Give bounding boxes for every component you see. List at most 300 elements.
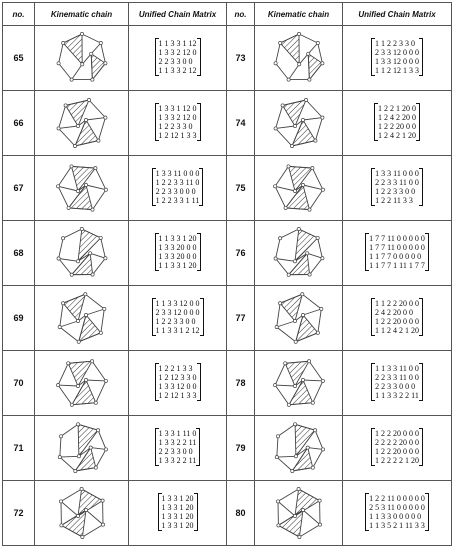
inner-link <box>71 64 82 79</box>
joint <box>70 403 73 406</box>
inner-link <box>91 43 101 54</box>
matrix-row: 1 1 7 7 1 11 1 7 7 <box>369 260 425 270</box>
header-chain-left: Kinematic chain <box>35 3 129 26</box>
matrix-row: 1 3 3 20 0 0 <box>158 242 197 252</box>
joint <box>293 124 296 127</box>
matrix-row: 2 2 3 3 11 0 0 <box>375 372 419 382</box>
inner-link <box>59 456 78 457</box>
ternary-link <box>280 34 299 64</box>
chain-cell <box>35 91 129 156</box>
joint <box>91 273 94 276</box>
joint <box>76 514 79 517</box>
matrix-row: 1 2 2 1 3 3 <box>158 363 193 373</box>
matrix-cell <box>343 26 452 91</box>
header-no-right: no. <box>227 3 255 26</box>
chain-number: 66 <box>3 91 35 156</box>
joint <box>61 41 64 44</box>
matrix-cell <box>129 91 227 156</box>
joint <box>84 378 87 381</box>
inner-link <box>58 186 78 191</box>
joint <box>301 118 304 121</box>
joint <box>73 469 76 472</box>
matrix-row: 1 3 3 12 0 0 0 <box>375 56 419 66</box>
kinematic-chain-diagram <box>269 419 329 477</box>
ternary-link <box>78 315 100 342</box>
header-chain-right: Kinematic chain <box>255 3 343 26</box>
unified-chain-matrix <box>158 494 198 530</box>
joint <box>300 293 303 296</box>
joint <box>80 487 83 490</box>
joint <box>59 435 62 438</box>
joint <box>89 52 92 55</box>
matrix-cell <box>129 416 227 481</box>
joint <box>101 499 104 502</box>
matrix-row: 2 2 2 2 20 0 0 <box>375 437 419 447</box>
inner-link <box>58 126 77 128</box>
inner-link <box>61 501 78 516</box>
joint <box>319 307 322 310</box>
matrix-row: 1 1 2 2 20 0 0 <box>375 298 419 308</box>
ternary-link <box>288 380 312 405</box>
matrix-row: 1 1 3 3 1 20 <box>158 260 197 270</box>
kinematic-chain-diagram <box>52 29 112 87</box>
table-row <box>3 26 452 91</box>
joint <box>80 227 83 230</box>
joint <box>276 524 279 527</box>
matrix-row: 1 3 3 12 0 0 <box>158 381 197 391</box>
joint <box>278 237 281 240</box>
chain-cell <box>255 416 343 481</box>
matrix-row: 1 2 12 1 3 3 <box>158 390 197 400</box>
joint <box>313 139 316 142</box>
inner-link <box>303 118 322 120</box>
inner-link <box>59 321 77 327</box>
ternary-link <box>285 361 309 386</box>
kinematic-chain-diagram <box>269 224 329 282</box>
joint <box>73 144 76 147</box>
joint <box>321 379 324 382</box>
joint <box>276 435 279 438</box>
kinematic-chain-diagram <box>269 159 329 217</box>
chain-number: 78 <box>227 351 255 416</box>
joint <box>77 455 80 458</box>
table-row <box>3 221 452 286</box>
joint <box>297 487 300 490</box>
joint <box>320 62 323 65</box>
chain-cell <box>35 351 129 416</box>
ternary-link <box>295 489 320 516</box>
joint <box>84 313 87 316</box>
joint <box>70 78 73 81</box>
matrix-row: 1 3 3 11 0 0 0 <box>155 168 200 178</box>
joint <box>318 523 321 526</box>
joint <box>307 78 310 81</box>
matrix-row: 1 2 2 20 0 0 0 <box>375 316 419 326</box>
unified-chain-matrix <box>155 104 201 140</box>
matrix-row: 1 3 3 2 12 0 <box>158 112 197 122</box>
table-row <box>3 156 452 221</box>
joint <box>70 273 73 276</box>
table-row <box>3 481 452 546</box>
joint <box>59 500 62 503</box>
kinematic-chain-diagram <box>52 354 112 412</box>
joint <box>320 257 323 260</box>
matrix-row: 1 3 3 1 12 0 <box>158 103 197 113</box>
joint <box>278 302 281 305</box>
matrix-row: 1 3 3 2 2 11 <box>158 455 197 465</box>
matrix-row: 1 2 2 3 3 0 0 <box>155 316 196 326</box>
chain-number: 65 <box>3 26 35 91</box>
joint <box>61 237 64 240</box>
matrix-cell <box>129 26 227 91</box>
kinematic-chain-diagram <box>52 224 112 282</box>
joint <box>76 124 79 127</box>
matrix-row: 1 3 3 1 20 <box>161 502 194 512</box>
matrix-cell <box>343 416 452 481</box>
matrix-row: 1 1 3 5 2 1 11 3 3 <box>369 520 425 530</box>
joint <box>301 183 304 186</box>
joint <box>103 116 106 119</box>
joint <box>316 41 319 44</box>
joint <box>76 423 79 426</box>
joint <box>284 206 287 209</box>
ternary-link <box>280 294 302 321</box>
matrix-row: 1 3 3 11 0 0 0 <box>375 168 419 178</box>
joint <box>311 466 314 469</box>
inner-link <box>275 385 295 386</box>
inner-link <box>303 309 321 315</box>
matrix-row: 2 4 2 20 0 0 <box>375 307 413 317</box>
chain-cell <box>35 416 129 481</box>
joint <box>76 189 79 192</box>
matrix-row: 1 3 3 1 20 <box>161 511 194 521</box>
inner-link <box>275 126 294 128</box>
inner-link <box>86 185 106 190</box>
joint <box>99 331 102 334</box>
matrix-row: 1 3 3 1 11 0 <box>158 428 197 438</box>
unified-chain-matrix <box>152 169 204 205</box>
joint <box>293 514 296 517</box>
matrix-row: 1 3 3 1 20 <box>161 520 194 530</box>
matrix-row: 1 1 2 4 2 1 20 <box>375 325 419 335</box>
joint <box>313 429 316 432</box>
unified-chain-matrix <box>365 494 429 530</box>
unified-chain-matrix <box>155 234 201 270</box>
joint <box>80 63 83 66</box>
joint <box>99 41 102 44</box>
kinematic-chain-diagram <box>269 354 329 412</box>
matrix-row: 1 1 3 3 12 0 0 <box>155 298 200 308</box>
joint <box>290 469 293 472</box>
joint <box>87 98 90 101</box>
chain-number: 77 <box>227 286 255 351</box>
matrix-row: 2 2 3 3 0 0 <box>158 446 193 456</box>
matrix-row: 1 2 2 3 3 0 0 <box>375 186 416 196</box>
matrix-row: 2 5 3 11 0 0 0 0 0 <box>369 502 425 512</box>
joint <box>103 257 106 260</box>
matrix-row: 1 3 3 2 2 11 <box>158 437 197 447</box>
matrix-cell <box>129 481 227 546</box>
matrix-cell <box>343 351 452 416</box>
matrix-row: 1 2 2 20 0 0 0 <box>375 428 419 438</box>
joint <box>287 403 290 406</box>
joint <box>56 384 59 387</box>
table-row <box>3 286 452 351</box>
ternary-link <box>278 510 303 537</box>
joint <box>306 52 309 55</box>
inner-link <box>275 259 294 262</box>
joint <box>275 325 278 328</box>
matrix-cell <box>129 351 227 416</box>
matrix-row: 1 3 3 1 20 <box>161 493 194 503</box>
joint <box>307 360 310 363</box>
header-row <box>3 3 452 26</box>
matrix-row: 1 2 2 2 2 1 20 <box>375 455 419 465</box>
ternary-link <box>71 380 95 405</box>
matrix-row: 1 1 2 2 3 3 0 <box>375 38 415 48</box>
kinematic-chain-diagram <box>52 289 112 347</box>
matrix-row: 1 2 12 1 3 3 <box>158 130 197 140</box>
joint <box>90 360 93 363</box>
joint <box>104 448 107 451</box>
matrix-row: 1 1 3 3 2 2 11 <box>375 390 419 400</box>
joint <box>59 524 62 527</box>
unified-chain-matrix <box>152 299 204 335</box>
inner-link <box>58 385 78 386</box>
chain-cell <box>255 286 343 351</box>
matrix-row: 1 7 7 11 0 0 0 0 0 <box>369 242 425 252</box>
chain-number: 75 <box>227 156 255 221</box>
matrix-row: 1 1 2 12 1 3 3 <box>375 65 419 75</box>
joint <box>290 144 293 147</box>
matrix-row: 1 1 3 3 1 2 12 <box>155 325 200 335</box>
inner-link <box>90 448 105 450</box>
joint <box>294 455 297 458</box>
ternary-link <box>91 54 105 80</box>
joint <box>57 127 60 130</box>
joint <box>94 466 97 469</box>
matrix-row: 1 2 2 20 0 0 0 <box>375 446 419 456</box>
matrix-row: 1 1 7 7 0 0 0 0 0 <box>369 251 422 261</box>
unified-chain-matrix <box>155 364 201 400</box>
chain-cell <box>35 481 129 546</box>
inner-link <box>82 54 91 65</box>
joint <box>96 139 99 142</box>
chain-cell <box>255 221 343 286</box>
joint <box>61 302 64 305</box>
joint <box>310 167 313 170</box>
joint <box>276 500 279 503</box>
matrix-row: 2 2 3 3 0 0 0 <box>155 186 196 196</box>
joint <box>76 319 79 322</box>
chain-number: 79 <box>227 416 255 481</box>
joint <box>301 378 304 381</box>
joint <box>103 62 106 65</box>
joint <box>84 183 87 186</box>
matrix-row: 1 2 2 20 0 0 <box>378 121 416 131</box>
matrix-cell <box>343 481 452 546</box>
matrix-row: 1 2 4 2 20 0 <box>378 112 416 122</box>
joint <box>57 62 60 65</box>
joint <box>104 188 107 191</box>
joint <box>318 499 321 502</box>
ternary-link <box>61 510 86 537</box>
inner-link <box>278 501 295 516</box>
chain-number: 70 <box>3 351 35 416</box>
matrix-row: 1 3 3 2 12 0 <box>158 47 197 57</box>
unified-chain-matrix <box>155 429 201 465</box>
matrix-row: 1 2 2 3 3 1 11 <box>155 195 200 205</box>
inner-link <box>307 253 322 258</box>
unified-chain-matrix <box>155 39 201 75</box>
chain-table <box>2 2 452 546</box>
joint <box>281 104 284 107</box>
matrix-row: 1 2 2 3 3 0 <box>158 121 193 131</box>
joint <box>294 340 297 343</box>
joint <box>301 313 304 316</box>
joint <box>94 401 97 404</box>
inner-link <box>307 448 322 450</box>
matrix-row: 1 2 2 11 0 0 0 0 0 <box>369 493 425 503</box>
joint <box>90 78 93 81</box>
matrix-row: 1 2 2 1 20 0 <box>378 103 416 113</box>
matrix-row: 1 1 3 3 11 0 0 <box>375 363 419 373</box>
kinematic-chain-diagram <box>52 484 112 542</box>
unified-chain-matrix <box>371 169 423 205</box>
joint <box>273 185 276 188</box>
joint <box>64 104 67 107</box>
joint <box>58 325 61 328</box>
joint <box>320 116 323 119</box>
chain-number: 67 <box>3 156 35 221</box>
chain-cell <box>255 481 343 546</box>
joint <box>293 319 296 322</box>
joint <box>293 189 296 192</box>
joint <box>88 252 91 255</box>
inner-link <box>308 43 318 54</box>
joint <box>297 63 300 66</box>
chain-number: 72 <box>3 481 35 546</box>
matrix-row: 2 2 3 3 11 0 0 <box>375 177 419 187</box>
joint <box>297 535 300 538</box>
ternary-link <box>63 294 85 321</box>
joint <box>287 78 290 81</box>
matrix-row: 1 2 2 11 3 3 <box>375 195 413 205</box>
joint <box>305 252 308 255</box>
joint <box>77 340 80 343</box>
kinematic-chain-diagram <box>52 419 112 477</box>
kinematic-chain-diagram <box>269 484 329 542</box>
inner-link <box>299 54 308 65</box>
joint <box>89 446 92 449</box>
kinematic-chain-diagram <box>269 29 329 87</box>
header-no-left: no. <box>3 3 35 26</box>
chain-number: 80 <box>227 481 255 546</box>
joint <box>316 331 319 334</box>
joint <box>287 273 290 276</box>
matrix-cell <box>129 156 227 221</box>
joint <box>102 307 105 310</box>
table-row <box>3 351 452 416</box>
matrix-row: 1 7 7 11 0 0 0 0 0 <box>369 233 425 243</box>
joint <box>84 508 87 511</box>
inner-link <box>303 380 323 381</box>
joint <box>84 118 87 121</box>
matrix-cell <box>343 91 452 156</box>
joint <box>69 165 72 168</box>
unified-chain-matrix <box>371 429 423 465</box>
joint <box>306 446 309 449</box>
matrix-row: 2 2 3 3 0 0 <box>158 56 193 66</box>
chain-number: 69 <box>3 286 35 351</box>
joint <box>80 32 83 35</box>
joint <box>278 41 281 44</box>
joint <box>293 423 296 426</box>
unified-chain-matrix <box>365 234 429 270</box>
matrix-row: 1 1 3 3 1 20 <box>158 233 197 243</box>
table-row <box>3 416 452 481</box>
kinematic-chain-diagram <box>269 94 329 152</box>
unified-chain-matrix <box>374 104 420 140</box>
joint <box>321 188 324 191</box>
header-matrix-left: Unified Chain Matrix <box>129 3 227 26</box>
matrix-cell <box>343 156 452 221</box>
header-matrix-right: Unified Chain Matrix <box>343 3 452 26</box>
matrix-cell <box>129 286 227 351</box>
joint <box>90 208 93 211</box>
joint <box>293 384 296 387</box>
matrix-row: 1 1 3 3 0 0 0 0 0 <box>369 511 422 521</box>
joint <box>304 98 307 101</box>
chain-number: 71 <box>3 416 35 481</box>
joint <box>96 429 99 432</box>
matrix-row: 2 2 3 3 0 0 0 <box>375 381 416 391</box>
joint <box>301 508 304 511</box>
joint <box>274 257 277 260</box>
joint <box>297 227 300 230</box>
matrix-cell <box>343 221 452 286</box>
chain-cell <box>255 156 343 221</box>
matrix-row: 1 2 12 3 3 0 <box>158 372 197 382</box>
matrix-cell <box>129 221 227 286</box>
inner-link <box>303 510 320 525</box>
joint <box>76 260 79 263</box>
ternary-link <box>78 489 103 516</box>
joint <box>308 273 311 276</box>
inner-link <box>276 456 295 457</box>
joint <box>58 456 61 459</box>
ternary-link <box>63 34 82 64</box>
kinematic-chain-diagram <box>269 289 329 347</box>
unified-chain-matrix <box>371 299 423 335</box>
joint <box>321 448 324 451</box>
matrix-row: 1 2 2 3 3 11 0 <box>155 177 200 187</box>
table-row <box>3 91 452 156</box>
joint <box>67 206 70 209</box>
joint <box>93 167 96 170</box>
joint <box>283 362 286 365</box>
joint <box>311 401 314 404</box>
inner-link <box>58 259 77 262</box>
chain-cell <box>35 156 129 221</box>
joint <box>99 236 102 239</box>
matrix-row: 2 3 3 12 0 0 0 <box>375 47 419 57</box>
joint <box>104 379 107 382</box>
inner-link <box>86 380 106 381</box>
matrix-row: 1 1 3 3 1 12 <box>158 38 197 48</box>
joint <box>66 362 69 365</box>
matrix-row: 2 3 3 12 0 0 0 <box>155 307 200 317</box>
